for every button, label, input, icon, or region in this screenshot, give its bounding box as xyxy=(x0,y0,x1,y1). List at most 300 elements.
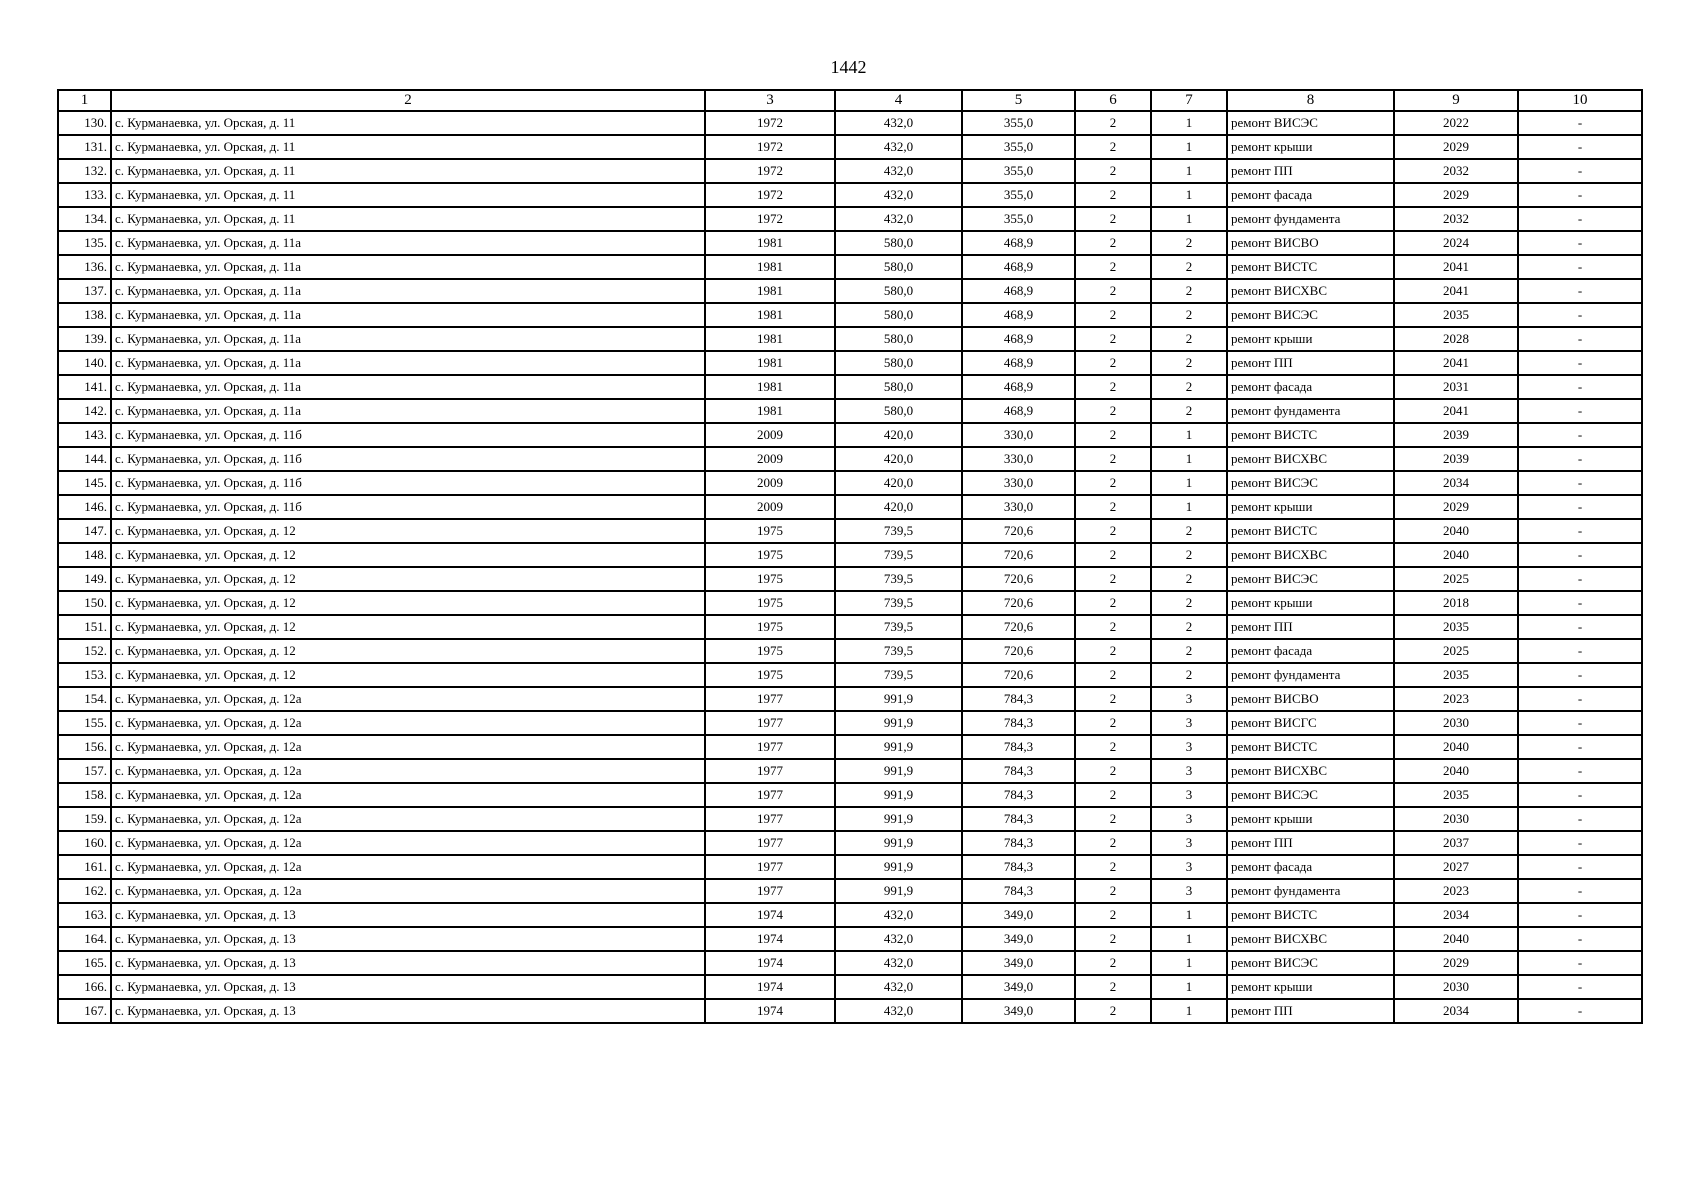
planned-year-cell: 2041 xyxy=(1394,399,1518,423)
work-type-cell: ремонт фасада xyxy=(1227,183,1394,207)
planned-year-cell: 2040 xyxy=(1394,543,1518,567)
work-type-cell: ремонт крыши xyxy=(1227,327,1394,351)
work-type-cell: ремонт ПП xyxy=(1227,831,1394,855)
total-area-cell: 991,9 xyxy=(835,687,962,711)
work-type-cell: ремонт ВИСЭС xyxy=(1227,567,1394,591)
address-cell: с. Курманаевка, ул. Орская, д. 12а xyxy=(111,831,705,855)
year-built-cell: 1981 xyxy=(705,231,835,255)
floors-cell: 2 xyxy=(1075,111,1151,135)
address-cell: с. Курманаевка, ул. Орская, д. 11б xyxy=(111,423,705,447)
entrances-cell: 1 xyxy=(1151,927,1227,951)
year-built-cell: 1975 xyxy=(705,639,835,663)
year-built-cell: 2009 xyxy=(705,495,835,519)
note-cell: - xyxy=(1518,759,1642,783)
entrances-cell: 1 xyxy=(1151,471,1227,495)
total-area-cell: 580,0 xyxy=(835,351,962,375)
year-built-cell: 1974 xyxy=(705,951,835,975)
column-header: 9 xyxy=(1394,90,1518,111)
planned-year-cell: 2030 xyxy=(1394,975,1518,999)
living-area-cell: 355,0 xyxy=(962,183,1075,207)
living-area-cell: 784,3 xyxy=(962,879,1075,903)
work-type-cell: ремонт фасада xyxy=(1227,855,1394,879)
planned-year-cell: 2037 xyxy=(1394,831,1518,855)
note-cell: - xyxy=(1518,639,1642,663)
living-area-cell: 720,6 xyxy=(962,615,1075,639)
total-area-cell: 739,5 xyxy=(835,543,962,567)
living-area-cell: 784,3 xyxy=(962,759,1075,783)
note-cell: - xyxy=(1518,855,1642,879)
year-built-cell: 1977 xyxy=(705,759,835,783)
floors-cell: 2 xyxy=(1075,423,1151,447)
note-cell: - xyxy=(1518,543,1642,567)
note-cell: - xyxy=(1518,159,1642,183)
entrances-cell: 2 xyxy=(1151,519,1227,543)
living-area-cell: 349,0 xyxy=(962,975,1075,999)
living-area-cell: 355,0 xyxy=(962,207,1075,231)
page-number: 1442 xyxy=(830,57,867,77)
total-area-cell: 432,0 xyxy=(835,999,962,1023)
table-row xyxy=(58,111,1642,135)
entrances-cell: 2 xyxy=(1151,399,1227,423)
work-type-cell: ремонт ВИСТС xyxy=(1227,255,1394,279)
year-built-cell: 1977 xyxy=(705,711,835,735)
floors-cell: 2 xyxy=(1075,231,1151,255)
living-area-cell: 468,9 xyxy=(962,351,1075,375)
floors-cell: 2 xyxy=(1075,615,1151,639)
floors-cell: 2 xyxy=(1075,135,1151,159)
year-built-cell: 1975 xyxy=(705,591,835,615)
year-built-cell: 1972 xyxy=(705,207,835,231)
address-cell: с. Курманаевка, ул. Орская, д. 12а xyxy=(111,759,705,783)
table-row xyxy=(58,735,1642,759)
note-cell: - xyxy=(1518,783,1642,807)
total-area-cell: 580,0 xyxy=(835,255,962,279)
planned-year-cell: 2018 xyxy=(1394,591,1518,615)
table-row xyxy=(58,327,1642,351)
note-cell: - xyxy=(1518,111,1642,135)
work-type-cell: ремонт ВИСХВС xyxy=(1227,759,1394,783)
address-cell: с. Курманаевка, ул. Орская, д. 12а xyxy=(111,783,705,807)
year-built-cell: 1981 xyxy=(705,399,835,423)
entrances-cell: 2 xyxy=(1151,591,1227,615)
address-cell: с. Курманаевка, ул. Орская, д. 11 xyxy=(111,111,705,135)
table-row xyxy=(58,135,1642,159)
entrances-cell: 2 xyxy=(1151,255,1227,279)
row-number-cell: 145. xyxy=(58,471,111,495)
work-type-cell: ремонт ВИСЭС xyxy=(1227,783,1394,807)
planned-year-cell: 2030 xyxy=(1394,711,1518,735)
note-cell: - xyxy=(1518,495,1642,519)
note-cell: - xyxy=(1518,567,1642,591)
total-area-cell: 432,0 xyxy=(835,183,962,207)
row-number-cell: 146. xyxy=(58,495,111,519)
note-cell: - xyxy=(1518,447,1642,471)
address-cell: с. Курманаевка, ул. Орская, д. 12а xyxy=(111,735,705,759)
note-cell: - xyxy=(1518,615,1642,639)
floors-cell: 2 xyxy=(1075,855,1151,879)
work-type-cell: ремонт фасада xyxy=(1227,639,1394,663)
year-built-cell: 1977 xyxy=(705,735,835,759)
planned-year-cell: 2031 xyxy=(1394,375,1518,399)
note-cell: - xyxy=(1518,927,1642,951)
row-number-cell: 160. xyxy=(58,831,111,855)
row-number-cell: 163. xyxy=(58,903,111,927)
planned-year-cell: 2028 xyxy=(1394,327,1518,351)
total-area-cell: 991,9 xyxy=(835,879,962,903)
row-number-cell: 130. xyxy=(58,111,111,135)
year-built-cell: 1974 xyxy=(705,927,835,951)
planned-year-cell: 2041 xyxy=(1394,279,1518,303)
address-cell: с. Курманаевка, ул. Орская, д. 11а xyxy=(111,303,705,327)
work-type-cell: ремонт фундамента xyxy=(1227,879,1394,903)
table-row xyxy=(58,183,1642,207)
address-cell: с. Курманаевка, ул. Орская, д. 13 xyxy=(111,999,705,1023)
total-area-cell: 580,0 xyxy=(835,279,962,303)
total-area-cell: 991,9 xyxy=(835,855,962,879)
planned-year-cell: 2029 xyxy=(1394,951,1518,975)
table-body xyxy=(58,111,1642,1023)
floors-cell: 2 xyxy=(1075,495,1151,519)
work-type-cell: ремонт ВИСХВС xyxy=(1227,279,1394,303)
floors-cell: 2 xyxy=(1075,447,1151,471)
planned-year-cell: 2041 xyxy=(1394,351,1518,375)
living-area-cell: 349,0 xyxy=(962,951,1075,975)
note-cell: - xyxy=(1518,711,1642,735)
note-cell: - xyxy=(1518,831,1642,855)
row-number-cell: 162. xyxy=(58,879,111,903)
planned-year-cell: 2027 xyxy=(1394,855,1518,879)
work-type-cell: ремонт фасада xyxy=(1227,375,1394,399)
total-area-cell: 420,0 xyxy=(835,447,962,471)
living-area-cell: 355,0 xyxy=(962,111,1075,135)
table-row xyxy=(58,255,1642,279)
total-area-cell: 420,0 xyxy=(835,471,962,495)
living-area-cell: 355,0 xyxy=(962,159,1075,183)
work-type-cell: ремонт крыши xyxy=(1227,975,1394,999)
entrances-cell: 1 xyxy=(1151,999,1227,1023)
table-row xyxy=(58,855,1642,879)
table-row xyxy=(58,951,1642,975)
note-cell: - xyxy=(1518,999,1642,1023)
total-area-cell: 739,5 xyxy=(835,639,962,663)
work-type-cell: ремонт ВИСВО xyxy=(1227,231,1394,255)
table-row xyxy=(58,543,1642,567)
table-row xyxy=(58,591,1642,615)
note-cell: - xyxy=(1518,327,1642,351)
column-header: 5 xyxy=(962,90,1075,111)
total-area-cell: 420,0 xyxy=(835,495,962,519)
row-number-cell: 134. xyxy=(58,207,111,231)
total-area-cell: 420,0 xyxy=(835,423,962,447)
row-number-cell: 133. xyxy=(58,183,111,207)
planned-year-cell: 2041 xyxy=(1394,255,1518,279)
column-header: 7 xyxy=(1151,90,1227,111)
entrances-cell: 2 xyxy=(1151,327,1227,351)
address-cell: с. Курманаевка, ул. Орская, д. 11 xyxy=(111,183,705,207)
total-area-cell: 739,5 xyxy=(835,567,962,591)
year-built-cell: 1972 xyxy=(705,135,835,159)
table-row xyxy=(58,639,1642,663)
floors-cell: 2 xyxy=(1075,639,1151,663)
floors-cell: 2 xyxy=(1075,831,1151,855)
entrances-cell: 3 xyxy=(1151,783,1227,807)
year-built-cell: 1972 xyxy=(705,183,835,207)
column-header: 4 xyxy=(835,90,962,111)
address-cell: с. Курманаевка, ул. Орская, д. 13 xyxy=(111,951,705,975)
year-built-cell: 1974 xyxy=(705,975,835,999)
entrances-cell: 1 xyxy=(1151,495,1227,519)
floors-cell: 2 xyxy=(1075,903,1151,927)
planned-year-cell: 2040 xyxy=(1394,759,1518,783)
planned-year-cell: 2040 xyxy=(1394,735,1518,759)
note-cell: - xyxy=(1518,687,1642,711)
address-cell: с. Курманаевка, ул. Орская, д. 12 xyxy=(111,663,705,687)
row-number-cell: 131. xyxy=(58,135,111,159)
floors-cell: 2 xyxy=(1075,183,1151,207)
living-area-cell: 784,3 xyxy=(962,807,1075,831)
floors-cell: 2 xyxy=(1075,351,1151,375)
address-cell: с. Курманаевка, ул. Орская, д. 11а xyxy=(111,279,705,303)
entrances-cell: 1 xyxy=(1151,423,1227,447)
floors-cell: 2 xyxy=(1075,759,1151,783)
floors-cell: 2 xyxy=(1075,999,1151,1023)
note-cell: - xyxy=(1518,135,1642,159)
note-cell: - xyxy=(1518,255,1642,279)
planned-year-cell: 2022 xyxy=(1394,111,1518,135)
year-built-cell: 1975 xyxy=(705,543,835,567)
living-area-cell: 784,3 xyxy=(962,711,1075,735)
address-cell: с. Курманаевка, ул. Орская, д. 13 xyxy=(111,927,705,951)
entrances-cell: 2 xyxy=(1151,375,1227,399)
floors-cell: 2 xyxy=(1075,711,1151,735)
living-area-cell: 468,9 xyxy=(962,399,1075,423)
address-cell: с. Курманаевка, ул. Орская, д. 13 xyxy=(111,975,705,999)
work-type-cell: ремонт ПП xyxy=(1227,999,1394,1023)
floors-cell: 2 xyxy=(1075,663,1151,687)
floors-cell: 2 xyxy=(1075,927,1151,951)
note-cell: - xyxy=(1518,231,1642,255)
living-area-cell: 349,0 xyxy=(962,999,1075,1023)
floors-cell: 2 xyxy=(1075,399,1151,423)
table-row xyxy=(58,999,1642,1023)
row-number-cell: 140. xyxy=(58,351,111,375)
row-number-cell: 151. xyxy=(58,615,111,639)
living-area-cell: 720,6 xyxy=(962,543,1075,567)
planned-year-cell: 2025 xyxy=(1394,567,1518,591)
entrances-cell: 2 xyxy=(1151,543,1227,567)
living-area-cell: 468,9 xyxy=(962,279,1075,303)
table-row xyxy=(58,879,1642,903)
work-type-cell: ремонт крыши xyxy=(1227,807,1394,831)
address-cell: с. Курманаевка, ул. Орская, д. 11б xyxy=(111,447,705,471)
total-area-cell: 432,0 xyxy=(835,951,962,975)
year-built-cell: 1977 xyxy=(705,807,835,831)
address-cell: с. Курманаевка, ул. Орская, д. 12а xyxy=(111,879,705,903)
note-cell: - xyxy=(1518,663,1642,687)
entrances-cell: 3 xyxy=(1151,687,1227,711)
table-row xyxy=(58,903,1642,927)
entrances-cell: 1 xyxy=(1151,111,1227,135)
row-number-cell: 135. xyxy=(58,231,111,255)
floors-cell: 2 xyxy=(1075,807,1151,831)
entrances-cell: 3 xyxy=(1151,711,1227,735)
floors-cell: 2 xyxy=(1075,951,1151,975)
table-row xyxy=(58,687,1642,711)
entrances-cell: 1 xyxy=(1151,975,1227,999)
note-cell: - xyxy=(1518,423,1642,447)
address-cell: с. Курманаевка, ул. Орская, д. 12 xyxy=(111,519,705,543)
address-cell: с. Курманаевка, ул. Орская, д. 12а xyxy=(111,807,705,831)
column-header: 1 xyxy=(58,90,111,111)
entrances-cell: 2 xyxy=(1151,639,1227,663)
work-type-cell: ремонт ВИСХВС xyxy=(1227,543,1394,567)
work-type-cell: ремонт ВИСЭС xyxy=(1227,303,1394,327)
entrances-cell: 3 xyxy=(1151,855,1227,879)
work-type-cell: ремонт ВИСЭС xyxy=(1227,111,1394,135)
address-cell: с. Курманаевка, ул. Орская, д. 11 xyxy=(111,135,705,159)
year-built-cell: 1977 xyxy=(705,687,835,711)
row-number-cell: 158. xyxy=(58,783,111,807)
living-area-cell: 720,6 xyxy=(962,519,1075,543)
year-built-cell: 2009 xyxy=(705,471,835,495)
living-area-cell: 355,0 xyxy=(962,135,1075,159)
entrances-cell: 2 xyxy=(1151,615,1227,639)
total-area-cell: 991,9 xyxy=(835,711,962,735)
row-number-cell: 148. xyxy=(58,543,111,567)
floors-cell: 2 xyxy=(1075,279,1151,303)
address-cell: с. Курманаевка, ул. Орская, д. 11а xyxy=(111,399,705,423)
address-cell: с. Курманаевка, ул. Орская, д. 11 xyxy=(111,207,705,231)
living-area-cell: 720,6 xyxy=(962,663,1075,687)
year-built-cell: 1975 xyxy=(705,663,835,687)
row-number-cell: 139. xyxy=(58,327,111,351)
header-row xyxy=(58,90,1642,111)
address-cell: с. Курманаевка, ул. Орская, д. 12 xyxy=(111,543,705,567)
total-area-cell: 432,0 xyxy=(835,207,962,231)
work-type-cell: ремонт ПП xyxy=(1227,159,1394,183)
living-area-cell: 330,0 xyxy=(962,447,1075,471)
entrances-cell: 2 xyxy=(1151,567,1227,591)
work-type-cell: ремонт ВИСТС xyxy=(1227,735,1394,759)
entrances-cell: 2 xyxy=(1151,279,1227,303)
floors-cell: 2 xyxy=(1075,567,1151,591)
entrances-cell: 2 xyxy=(1151,351,1227,375)
table-row xyxy=(58,663,1642,687)
planned-year-cell: 2023 xyxy=(1394,687,1518,711)
floors-cell: 2 xyxy=(1075,303,1151,327)
total-area-cell: 580,0 xyxy=(835,399,962,423)
row-number-cell: 141. xyxy=(58,375,111,399)
work-type-cell: ремонт ПП xyxy=(1227,615,1394,639)
total-area-cell: 991,9 xyxy=(835,759,962,783)
year-built-cell: 2009 xyxy=(705,423,835,447)
table-row xyxy=(58,615,1642,639)
note-cell: - xyxy=(1518,303,1642,327)
living-area-cell: 720,6 xyxy=(962,591,1075,615)
floors-cell: 2 xyxy=(1075,255,1151,279)
table-row xyxy=(58,495,1642,519)
living-area-cell: 468,9 xyxy=(962,255,1075,279)
living-area-cell: 349,0 xyxy=(962,903,1075,927)
table-row xyxy=(58,783,1642,807)
table-row xyxy=(58,303,1642,327)
column-header: 6 xyxy=(1075,90,1151,111)
entrances-cell: 1 xyxy=(1151,903,1227,927)
note-cell: - xyxy=(1518,951,1642,975)
address-cell: с. Курманаевка, ул. Орская, д. 11а xyxy=(111,375,705,399)
planned-year-cell: 2029 xyxy=(1394,135,1518,159)
entrances-cell: 1 xyxy=(1151,159,1227,183)
total-area-cell: 432,0 xyxy=(835,135,962,159)
planned-year-cell: 2035 xyxy=(1394,303,1518,327)
living-area-cell: 720,6 xyxy=(962,639,1075,663)
total-area-cell: 580,0 xyxy=(835,231,962,255)
entrances-cell: 3 xyxy=(1151,831,1227,855)
column-header: 2 xyxy=(111,90,705,111)
note-cell: - xyxy=(1518,975,1642,999)
living-area-cell: 468,9 xyxy=(962,375,1075,399)
address-cell: с. Курманаевка, ул. Орская, д. 11 xyxy=(111,159,705,183)
work-type-cell: ремонт ПП xyxy=(1227,351,1394,375)
living-area-cell: 349,0 xyxy=(962,927,1075,951)
planned-year-cell: 2023 xyxy=(1394,879,1518,903)
table-row xyxy=(58,471,1642,495)
table-row xyxy=(58,423,1642,447)
living-area-cell: 330,0 xyxy=(962,423,1075,447)
work-type-cell: ремонт ВИСХВС xyxy=(1227,447,1394,471)
total-area-cell: 991,9 xyxy=(835,807,962,831)
entrances-cell: 1 xyxy=(1151,183,1227,207)
note-cell: - xyxy=(1518,591,1642,615)
living-area-cell: 468,9 xyxy=(962,231,1075,255)
year-built-cell: 1981 xyxy=(705,327,835,351)
address-cell: с. Курманаевка, ул. Орская, д. 12 xyxy=(111,615,705,639)
row-number-cell: 147. xyxy=(58,519,111,543)
row-number-cell: 143. xyxy=(58,423,111,447)
total-area-cell: 991,9 xyxy=(835,831,962,855)
address-cell: с. Курманаевка, ул. Орская, д. 11б xyxy=(111,471,705,495)
planned-year-cell: 2034 xyxy=(1394,471,1518,495)
total-area-cell: 739,5 xyxy=(835,591,962,615)
note-cell: - xyxy=(1518,903,1642,927)
year-built-cell: 1977 xyxy=(705,783,835,807)
table-row xyxy=(58,519,1642,543)
table-row xyxy=(58,375,1642,399)
table-row xyxy=(58,231,1642,255)
work-type-cell: ремонт фундамента xyxy=(1227,663,1394,687)
table-row xyxy=(58,351,1642,375)
table-row xyxy=(58,927,1642,951)
floors-cell: 2 xyxy=(1075,471,1151,495)
row-number-cell: 155. xyxy=(58,711,111,735)
planned-year-cell: 2034 xyxy=(1394,999,1518,1023)
row-number-cell: 153. xyxy=(58,663,111,687)
row-number-cell: 166. xyxy=(58,975,111,999)
row-number-cell: 144. xyxy=(58,447,111,471)
row-number-cell: 164. xyxy=(58,927,111,951)
work-type-cell: ремонт фундамента xyxy=(1227,207,1394,231)
work-type-cell: ремонт ВИСВО xyxy=(1227,687,1394,711)
address-cell: с. Курманаевка, ул. Орская, д. 11а xyxy=(111,327,705,351)
total-area-cell: 739,5 xyxy=(835,663,962,687)
row-number-cell: 161. xyxy=(58,855,111,879)
work-type-cell: ремонт ВИСЭС xyxy=(1227,951,1394,975)
floors-cell: 2 xyxy=(1075,519,1151,543)
year-built-cell: 1981 xyxy=(705,351,835,375)
note-cell: - xyxy=(1518,471,1642,495)
floors-cell: 2 xyxy=(1075,591,1151,615)
entrances-cell: 2 xyxy=(1151,231,1227,255)
